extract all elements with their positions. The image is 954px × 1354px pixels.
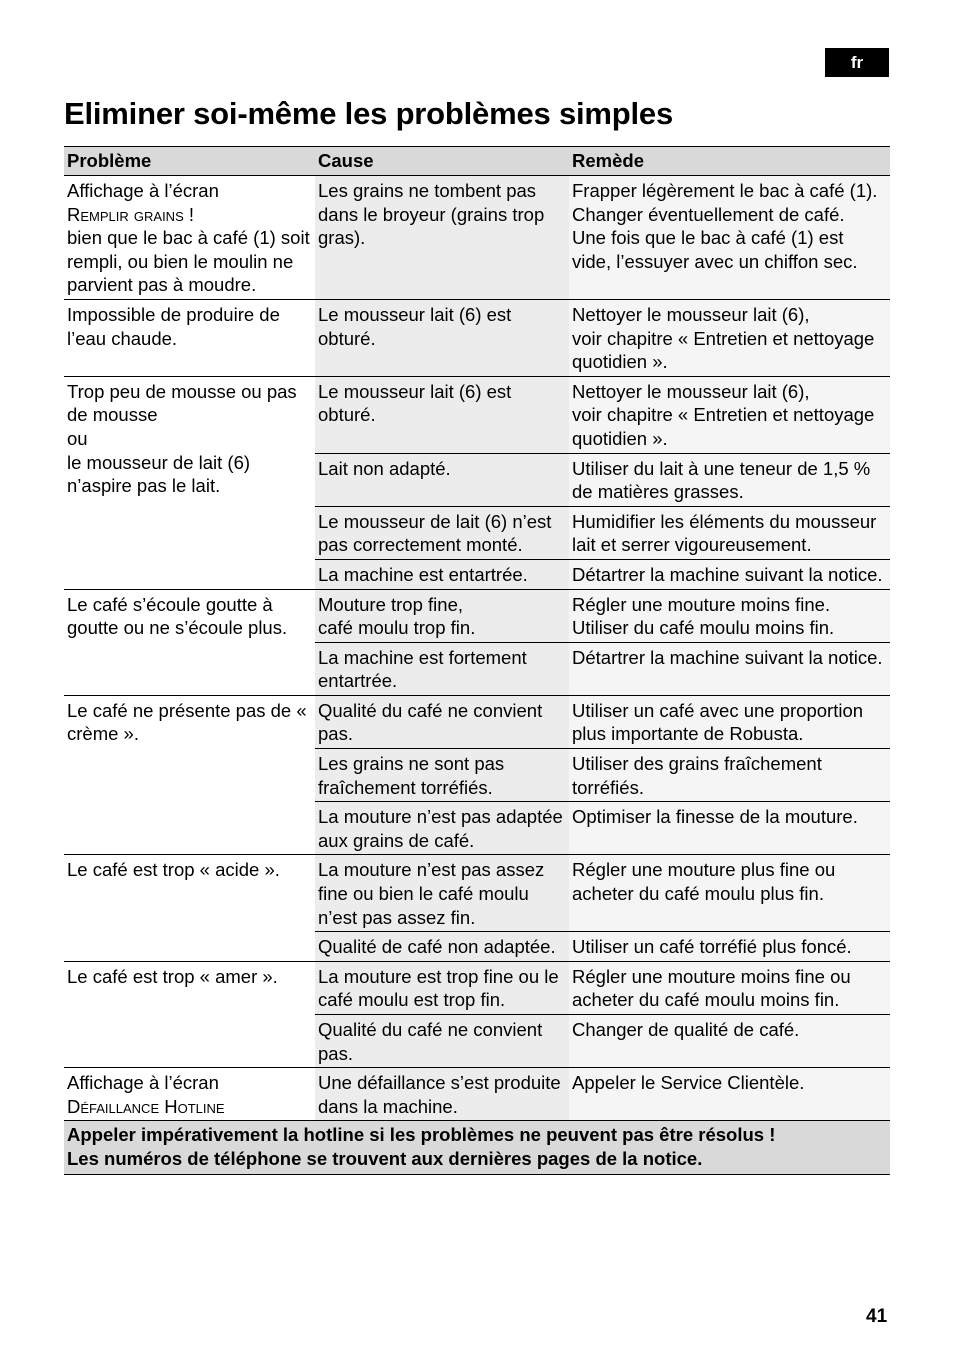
table-footer — [64, 1121, 890, 1174]
cause-cell — [315, 453, 569, 506]
remedy-text: Régler une mouture plus fine ou acheter du café moulu plus fin. — [572, 859, 836, 905]
remedy-text: Appeler le Service Clientèle. — [572, 1072, 805, 1094]
remedy-text: Humidifier les éléments du mousseur lait et serrer vigoureusement. — [572, 510, 877, 556]
problem-text: Le café s’écoule goutte à goutte ou ne s’écoule plus. — [67, 593, 288, 639]
problem-cell — [64, 855, 315, 961]
problem-cell — [64, 1068, 315, 1121]
problem-cell — [64, 176, 315, 300]
problem-cell — [64, 961, 315, 1067]
problem-text: Le café est trop « amer ». — [67, 965, 278, 987]
remedy-text: Régler une mouture moins fine. — [572, 593, 831, 615]
hotline-note-row — [64, 1121, 890, 1174]
remedy-text: Utiliser du lait à une teneur de 1,5 % de matières grasses. — [572, 457, 871, 503]
remedy-cell — [569, 299, 890, 376]
remedy-text: Une fois que le bac à café (1) est vide, l’essuyer avec un chiffon sec. — [572, 227, 858, 272]
remedy-text: Utiliser un café torréfié plus foncé. — [572, 936, 852, 958]
table-row — [64, 589, 890, 642]
problem-text: bien que le bac à café (1) soit rempli, ou bien le moulin ne parvient pas à moudre. — [67, 227, 310, 296]
problem-text: Trop peu de mousse ou pas de mousse — [67, 380, 297, 426]
remedy-text: Nettoyer le mousseur lait (6), — [572, 303, 810, 325]
table-row — [64, 176, 890, 300]
remedy-cell — [569, 559, 890, 589]
remedy-cell — [569, 1015, 890, 1068]
remedy-cell — [569, 506, 890, 559]
hotline-note-line: Les numéros de téléphone se trouvent aux dernières pages de la notice. — [67, 1147, 703, 1169]
remedy-cell — [569, 453, 890, 506]
remedy-text: voir chapitre « Entretien et nettoyage quotidien ». — [572, 404, 875, 449]
cause-cell — [315, 1068, 569, 1121]
remedy-cell — [569, 176, 890, 300]
cause-cell — [315, 749, 569, 802]
header-remedy: Remède — [569, 147, 890, 176]
cause-text: Les grains ne tombent pas dans le broyeur (grains trop gras). — [318, 180, 545, 249]
cause-cell — [315, 506, 569, 559]
cause-text: La machine est entartrée. — [318, 563, 528, 585]
remedy-cell — [569, 855, 890, 932]
remedy-cell — [569, 961, 890, 1014]
hotline-note-line: Appeler impérativement la hotline si les problèmes ne peuvent pas être résolus ! — [67, 1124, 776, 1146]
remedy-cell — [569, 589, 890, 642]
cause-cell — [315, 642, 569, 695]
cause-text: Qualité du café ne convient pas. — [318, 1019, 543, 1064]
table-row — [64, 695, 890, 748]
cause-text: Lait non adapté. — [318, 457, 451, 479]
problem-text: Impossible de produire de l’eau chaude. — [67, 303, 280, 349]
hotline-note — [64, 1121, 890, 1174]
remedy-text: Utiliser du café moulu moins fin. — [572, 617, 835, 639]
cause-text: Mouture trop fine, — [318, 593, 463, 615]
table-row — [64, 961, 890, 1014]
cause-text: La mouture n’est pas assez fine ou bien le café moulu n’est pas assez fin. — [318, 859, 545, 928]
language-badge: fr — [825, 48, 889, 77]
remedy-text: Régler une mouture moins fine ou acheter du café moulu moins fin. — [572, 965, 851, 1011]
problem-text: Le café ne présente pas de « crème ». — [67, 699, 307, 745]
table-row — [64, 299, 890, 376]
header-problem: Problème — [64, 147, 315, 176]
remedy-cell — [569, 642, 890, 695]
problem-text: Défaillance Hotline — [67, 1095, 225, 1117]
remedy-text: Changer de qualité de café. — [572, 1019, 800, 1040]
problem-text: Remplir grains ! — [67, 203, 195, 225]
problem-text: Le café est trop « acide ». — [67, 859, 280, 881]
cause-cell — [315, 961, 569, 1014]
cause-cell — [315, 802, 569, 855]
remedy-text: Nettoyer le mousseur lait (6), — [572, 380, 810, 402]
remedy-cell — [569, 376, 890, 453]
cause-cell — [315, 559, 569, 589]
remedy-text: voir chapitre « Entretien et nettoyage quotidien ». — [572, 327, 875, 373]
cause-text: Qualité du café ne convient pas. — [318, 699, 543, 745]
remedy-text: Frapper légèrement le bac à café (1). Changer éventuellement de café. — [572, 180, 878, 225]
table-row — [64, 1068, 890, 1121]
cause-cell — [315, 855, 569, 932]
table-row — [64, 855, 890, 932]
cause-text: Une défaillance s’est produite dans la machine. — [318, 1072, 561, 1117]
page-number: 41 — [866, 1306, 888, 1327]
cause-cell — [315, 176, 569, 300]
cause-text: Le mousseur lait (6) est obturé. — [318, 303, 512, 349]
problem-cell — [64, 299, 315, 376]
problem-text: Affichage à l’écran — [67, 1072, 219, 1094]
cause-text: Le mousseur de lait (6) n’est pas correctement monté. — [318, 510, 552, 556]
cause-text: La machine est fortement entartrée. — [318, 646, 527, 692]
remedy-cell — [569, 749, 890, 802]
problem-text: Affichage à l’écran — [67, 180, 219, 201]
cause-cell — [315, 589, 569, 642]
remedy-cell — [569, 802, 890, 855]
table-header-row — [64, 147, 890, 176]
cause-cell — [315, 1015, 569, 1068]
table-header — [64, 147, 890, 176]
remedy-text: Détartrer la machine suivant la notice. — [572, 646, 883, 668]
problem-cell — [64, 376, 315, 589]
remedy-cell — [569, 1068, 890, 1121]
troubleshooting-table — [64, 146, 890, 1175]
problem-cell — [64, 695, 315, 855]
cause-text: La mouture est trop fine ou le café moulu est trop fin. — [318, 965, 559, 1011]
cause-text: café moulu trop fin. — [318, 617, 476, 639]
table-body — [64, 176, 890, 1121]
table-row — [64, 376, 890, 453]
cause-text: La mouture n’est pas adaptée aux grains de café. — [318, 806, 563, 851]
cause-text: Qualité de café non adaptée. — [318, 936, 556, 958]
remedy-text: Optimiser la finesse de la mouture. — [572, 806, 858, 828]
header-cause: Cause — [315, 147, 569, 176]
cause-cell — [315, 376, 569, 453]
cause-cell — [315, 299, 569, 376]
page-title: Eliminer soi-même les problèmes simples — [64, 96, 674, 131]
remedy-text: Utiliser des grains fraîchement torréfiés. — [572, 753, 822, 798]
cause-text: Le mousseur lait (6) est obturé. — [318, 380, 512, 426]
cause-text: Les grains ne sont pas fraîchement torréfiés. — [318, 753, 505, 798]
cause-cell — [315, 932, 569, 962]
problem-text: ou — [67, 427, 88, 449]
remedy-text: Détartrer la machine suivant la notice. — [572, 563, 883, 585]
remedy-cell — [569, 695, 890, 748]
problem-text: le mousseur de lait (6) n’aspire pas le lait. — [67, 451, 251, 497]
remedy-cell — [569, 932, 890, 962]
remedy-text: Utiliser un café avec une proportion plus importante de Robusta. — [572, 699, 864, 745]
cause-cell — [315, 695, 569, 748]
problem-cell — [64, 589, 315, 695]
